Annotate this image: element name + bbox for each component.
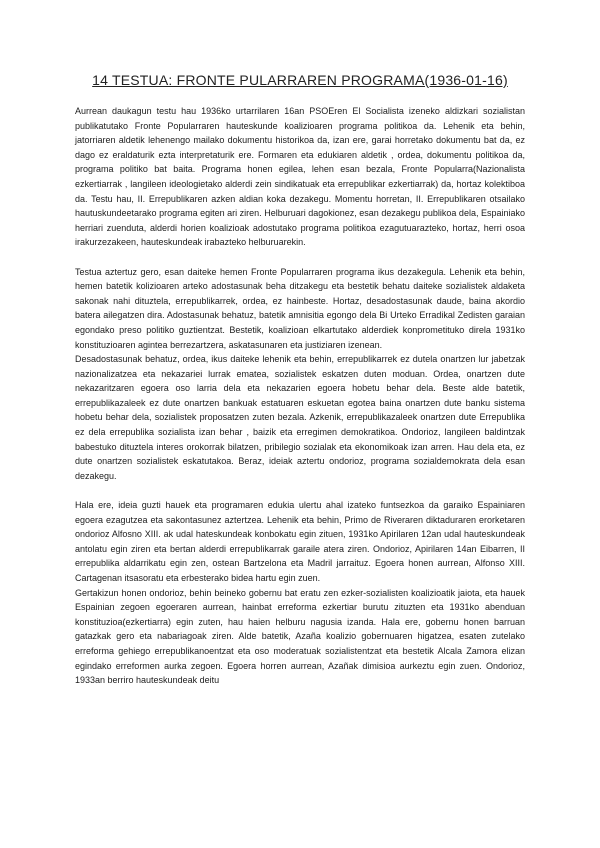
paragraph-spacer: [75, 250, 525, 265]
document-title: 14 TESTUA: FRONTE PULARRAREN PROGRAMA(1936-01-16): [92, 72, 508, 88]
paragraph-spacer: [75, 483, 525, 498]
paragraph-government: Gertakizun honen ondorioz, behin beineko gobernu bat eratu zen ezker-sozialisten koalizioatik jaiota, eta hauek Espainian zegoen egoeraren aurrean, hainbat erreforma ezkertiar burutu zituzten eta 1931ko abenduan konstituzioa(ezkertiarra) egin zuten, hau haien helburu nagusia izanda. Hala ere, gobernu honen barruan gatazkak gero eta nabariagoak ziren. Alde batetik, Azaña koalizio gobernuaren higatzea, esaten zutelako erreforma gehiego errepublikanoentzat eta oso moderatuak sozialistentzat eta bestetik Alcala Zamora elizan egindako erreformen aurka zegoen. Egoera horren aurrean, Azañak dimisioa aurkeztu egin zuen. Ondorioz, 1933an berriro hauteskundeak deitu: [75, 587, 525, 686]
paragraph-intro: Aurrean daukagun testu hau 1936ko urtarrilaren 16an PSOEren El Socialista izeneko aldizkari sozialistan publikatutako Fronte Popularraren hauteskunde koalizioaren programa politikoa da. Lehenik eta behin, jatorriaren aldetik lehenengo mailako dokumentu historikoa da, izan ere, garai horretako dokumentu bat da, ez dago ez eraldaturik ezta interpretaturik ere. Formaren eta edukiaren aldetik , ordea, dokumentu politikoa da, programa politiko bat baita. Programa honen egilea, lehen esan bezala, Fronte Popularra(Nazionalista ezkertiarrak , langileen ideologietako alderdi zein sindikatuak eta errepublikar ezkertiarrak) da, hortaz kolektiboa da. Testu hau, II. Errepublikaren azken aldian koka dezakegu. Momentu horretan, II. Errepublikaren otsailako hautuskundeetarako programa egiten ari ziren. Helburuari dagokionez, esan dezakegu publikoa dela, Espainiako herriari zuenduta, alderdi horien koalizioak adostutako programa politikoa ezagutuarazteko, hortaz, herri osoa irakurzezakeen, hauteskundeak irabazteko helburuarekin.: [75, 106, 525, 248]
paragraph-analysis-agreements: Testua aztertuz gero, esan daiteke hemen Fronte Popularraren programa ikus dezakegula. Lehenik eta behin, hemen batetik kolizioaren arteko adostasunak beha ditzakegu eta bestetik behatu daiteke sozialistek aldaketa sakonak nahi dituztela, errepublikarrek, ordea, ez hainbeste. Hortaz, desadostasunak daude, baina akordio batera ailegatzen dira. Adostasunak behatuz, batetik amnisitia egongo dela Bi Urteko Erradikal Zedisten garaian egondako preso politiko guztientzat. Bestetik, koalizioan elkartutako alderdiek konprometituko direla 1931ko konstituzioaren agintea berrezartzera, askatasunaren eta justiziaren izenean.: [75, 266, 525, 350]
paragraph-context: Hala ere, ideia guzti hauek eta programaren edukia ulertu ahal izateko funtsezkoa da garaiko Espainiaren egoera ezagutzea eta sakontasunez aztertzea. Lehenik eta behin, Primo de Riveraren diktaduraren erorketaren ondorioz Alfosno XIII. ak udal hateskundeak konbokatu egin zituen, 1931ko Apirilaren 12an udal hauteskundeak antolatu egin ziren eta bertan alderdi errepublikarrak garaile atera ziren. Ondorioz, Apirilaren 14an Eibarren, II errepublika aldarrikatu egin zen, ostean Bartzelona eta Madril jarraituz. Egoera honen aurrean, Alfonso XIII. Cartagenan itsasoratu eta erbesterako bidea hartu egin zuen.: [75, 500, 525, 583]
paragraph-analysis-disagreements: Desadostasunak behatuz, ordea, ikus daiteke lehenik eta behin, errepublikarrek ez dutela onartzen lur jabetzak nazionalizatzea eta nekazariei lurrak ematea, sozialistek eskatzen duten moduan. Ordea, onartzen dute nekazaritzaren egoera oso larria dela eta nekazarien egoera hobetu behar dela. Beste alde batetik, errepublikazaleek ez dute onartzen bankuak estatuaren eskuetan egotea baina onartzen dute banku sistema hobetu behar dela, sozialistek proposatzen zuten bezala. Azkenik, errepublikazaleek onartzen dute Errepublika ez dela errepublika sozialista izan behar , baizik eta erregimen demokratikoa. Ondorioz, langileen baldintzak babestuko dituztela interes orokorrak bilatzen, pribilegio sozialak eta ekonomikoak izan arren. Hau dela eta, ez dute onartzen sozialistek eskatutakoa. Beraz, ideiak aztertu ondorioz, programa sozialdemokrata dela esan dezakegu.: [75, 354, 525, 481]
